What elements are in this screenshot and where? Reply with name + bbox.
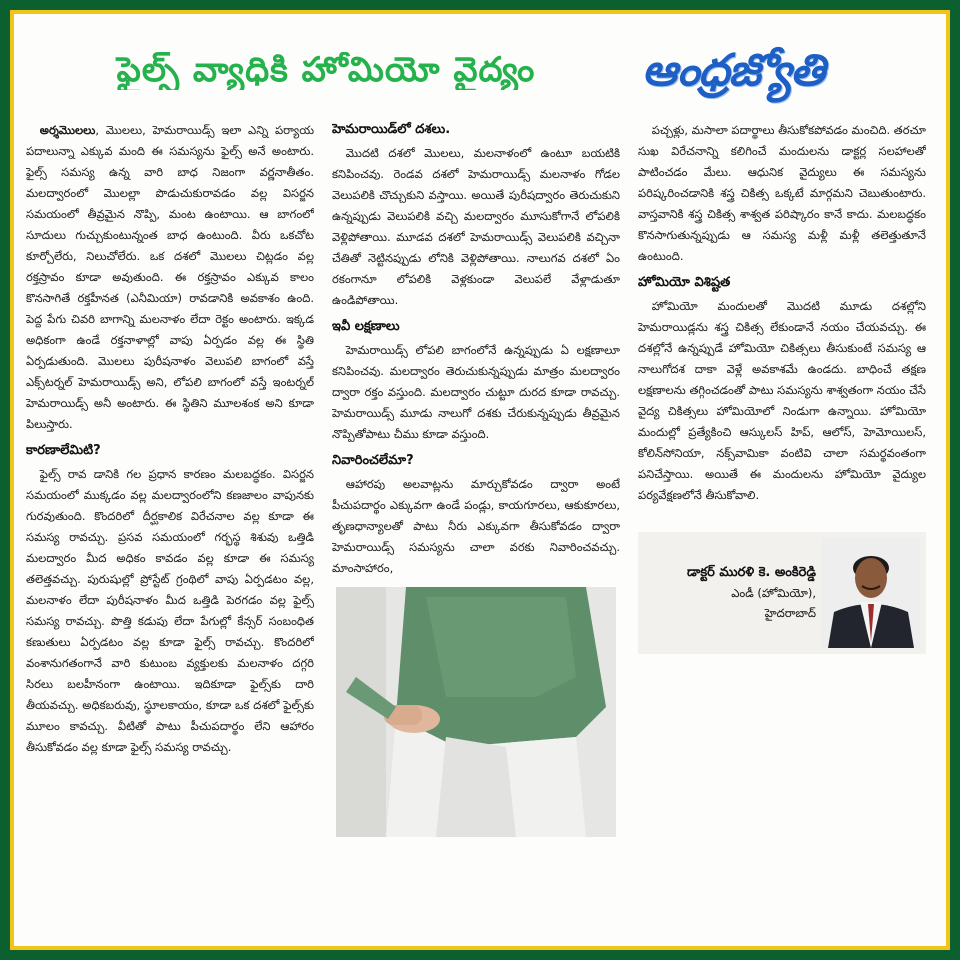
newspaper-logo: ఆంధ్రజ్యోతి (642, 45, 824, 96)
photo-illustration (336, 587, 616, 837)
intro-term: అర్శమొలలు (39, 123, 96, 137)
causes-heading: కారణాలేమిటి? (26, 443, 101, 458)
stages-paragraph: మొదటి దశలో మొలలు, మలనాళంలో ఉంటూ బయటికి కనిపించవు. రెండవ దశలో హెమరాయిడ్స్ మలనాళం గోడల వెలుపలికి చొచ్చుకుని వస్తాయి. అయితే పురీషద్వారం తెరుచుకుని ఉన్నప్పుడు వెలుపలికి వచ్చి మలద్వారం మూసుకోగానే లోపలికి వెళ్లిపోతాయి. మూడవ దశలో హెమరాయిడ్స్ వెలుపలికి వచ్చినా చేతితో నెట్టినప్పుడు లోనికి వెళ్లిపోతాయి. నాలుగవ దశలో ఏం రకంగానూ లోపలికి వెళ్లకుండా వెలుపలే వేళ్లాడుతూ ఉండిపోతాయి. (332, 146, 620, 307)
symptoms-paragraph: హెమరాయిడ్స్ లోపలి బాగంలోనే ఉన్నప్పుడు ఏ లక్షణాలూ కనిపించవు. మలద్వారం తెరుచుకున్నప్పుడు మాత్రం మలద్వారం ద్వారా రక్తం వస్తుంది. మలద్వారం చుట్టూ దురద కూడా రావచ్చు. హెమరాయిడ్స్ మూడు నాలుగో దశకు చేరుకున్నప్పుడు తీవ్రమైన నొప్పితోపాటు చీము కూడా వస్తుంది. (332, 343, 620, 441)
doctor-city: హైదరాబాద్ (764, 606, 816, 620)
column-1 (26, 120, 314, 920)
newspaper-clipping (14, 14, 946, 946)
doctor-degree: ఎండీ (హోమియో), (731, 586, 816, 600)
intro-paragraph (26, 120, 314, 435)
column-3 (638, 120, 926, 920)
stages-heading: హెమరాయిడ్‌లో దశలు. (332, 122, 451, 137)
doctor-info (644, 563, 822, 623)
doctor-name: డాక్టర్ మురళి కె. అంకిరెడ్డి (687, 565, 816, 580)
continued-paragraph: పచ్చళ్లు, మసాలా పదార్థాలు తీసుకోకపోవడం మంచిది. తరచూ సుఖ విరేచనాన్ని కలిగించే మందులను డాక్టర్ల సలహాలతో పాటించడం మేలు. ఆధునిక వైద్యులు ఈ సమస్యను పరిష్కరించడానికి శస్త్ర చికిత్స ఒక్కటే మార్గమని చెబుతుంటారు. వాస్తవానికి శస్త్ర చికిత్స శాశ్వత పరిష్కారం కానే కాదు. మలబద్ధకం కొనసాగుతున్నప్పుడు ఆ సమస్య మళ్లీ మళ్లీ తలెత్తుతూనే ఉంటుంది. (638, 123, 926, 263)
homeo-paragraph: హోమియో మందులతో మొదటి మూడు దశల్లోని హెమరాయిడ్లను శస్త్ర చికిత్స లేకుండానే నయం చేయవచ్చు. ఈ దశల్లోనే ఉన్నప్పుడే హోమియో చికిత్సలు తీసుకుంటే సమస్య ఆ నాలుగోదశ దాకా వెళ్లే అవకాశమే ఉండదు. బాధించే తక్షణ లక్షణాలను తగ్గించడంతో పాటు సమస్యను శాశ్వతంగా నయం చేసే వైద్య చికిత్సలు హోమియోలో నిండుగా ఉన్నాయి. హోమియో మందుల్లో ప్రత్యేకించి ఆస్కులస్ హిప్, ఆలోస్, హెమోయిలస్, కోలిన్‌సోనియా, నక్స్‌వామికా వంటివి చాలా సమర్థవంతంగా పనిచేస్తాయి. అయితే ఈ మందులను హోమియో వైద్యుల పర్యవేక్షణలోనే తీసుకోవాలి. (638, 299, 926, 502)
headline: ఫైల్స్ వ్యాధికి హోమియో వైద్యం (116, 52, 536, 90)
homeo-heading: హోమియో విశిష్టత (638, 275, 731, 290)
column-2 (332, 120, 620, 920)
header (26, 36, 934, 106)
doctor-portrait (822, 538, 920, 648)
article-columns (26, 120, 934, 920)
causes-paragraph: ఫైల్స్ రావ డానికి గల ప్రధాన కారణం మలబద్ధకం. విసర్జన సమయంలో ముక్కడం వల్ల మలద్వారంలోని కణజాలం వాపునకు గురవుతుంది. కొందరిలో దీర్ఘకాలిక విరేచనాల వల్ల కూడా ఈ సమస్య రావచ్చు. ప్రసవ సమయంలో గర్భస్థ శిశువు ఒత్తిడి మలద్వారం మీద అధికం కావడం వల్ల కూడా ఈ సమస్య తలెత్తవచ్చు. పురుషుల్లో ప్రోస్టేట్ గ్రంథిలో వాపు ఏర్పడటం వల్ల, మలనాళం లేదా పురీషనాళం మీద ఒత్తిడి పెరగడం వల్ల ఫైల్స్ సమస్య రావచ్చు. పొత్తి కడుపు లేదా పేగుల్లో కేన్సర్ సంబంధిత కణుతులు ఏర్పడటం వల్ల కూడా ఫైల్స్ రావచ్చు. కొందరిలో వంశానుగతంగానే వారి కుటుంబ వ్యక్తులకు మలనాళం దగ్గరి సిరలు బలహీనంగా ఉంటాయి. ఇదికూడా ఫైల్స్‌కు దారి తీయవచ్చు. అధికబరువు, స్థూలకాయం, కూడా ఒక దశలో ఫైల్స్‌కు మూలం కావచ్చు. వీటితో పాటు పీచుపదార్థం లేని ఆహారం తీసుకోవడం వల్ల కూడా ఫైల్స్ సమస్య రావచ్చు. (26, 467, 314, 754)
intro-text: , మొలలు, హెమరాయిడ్స్ ఇలా ఎన్ని పర్యాయ పదాలున్నా ఎక్కువ మంది ఈ సమస్యను ఫైల్స్ అనే అంటారు. ఫైల్స్ సమస్య ఉన్న వారి బాధ నిజంగా వర్ణనాతీతం. మలద్వారంలో మొలల్లా పొడుచుకురావడం వల్ల విసర్జన సమయంలో తీవ్రమైన నొప్పి, మంట ఉంటాయి. ఆ బాగంలో సూదులు గుచ్చుకుంటున్నంత బాధ ఉంటుంది. వీరు ఒకచోట కూర్చోలేరు, నిలుచోలేరు. ఒక దశలో మొలలు చిట్లడం వల్ల రక్తస్రావం కూడా అవుతుంది. ఈ రక్తస్రావం ఎక్కువ కాలం కొనసాగితే రక్తహీనత (ఎనీమియా) రావడానికి అవకాశం ఉంది. పెద్ద పేగు చివరి బాగాన్ని మలనాళం లేదా రెక్టం అంటారు. ఇక్కడ అధికంగా ఉండే రక్తనాళాల్లో వాపు ఏర్పడం వల్ల ఈ స్థితి ఏర్పడుతుంది. మొలలు పురీషనాళం వెలుపలి బాగంలో వస్తే ఎక్స్‌టర్నల్ హెమరాయిడ్స్ అని, లోపలి బాగంలో వస్తే ఇంటర్నల్ హెమరాయిడ్స్ అనీ అంటారు. ఈ స్థితిని మూలశంక అని కూడా పిలుస్తారు. (26, 123, 314, 431)
prevention-heading: నివారించలేమా? (332, 453, 414, 468)
doctor-byline (638, 532, 926, 654)
woman-back-pain-photo (336, 587, 616, 837)
prevention-paragraph: ఆహారపు అలవాట్లను మార్చుకోవడం ద్వారా అంటే పీచుపదార్థం ఎక్కువగా ఉండే పండ్లు, కాయగూరలు, ఆకుకూరలు, తృణధాన్యాలతో పాటు నీరు ఎక్కువగా తీసుకోవడం ద్వారా హెమరాయిడ్స్ సమస్యను చాలా వరకు నివారించవచ్చు. మాంసాహారం, (332, 477, 620, 575)
doctor-photo (822, 538, 920, 648)
symptoms-heading: ఇవీ లక్షణాలు (332, 319, 400, 334)
